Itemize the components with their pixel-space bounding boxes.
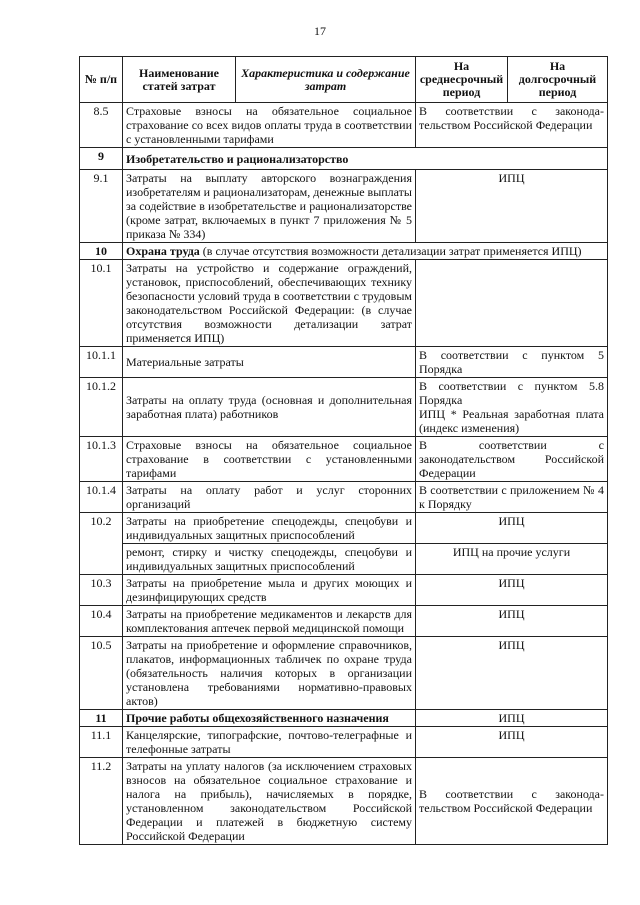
row-description: Затраты на приобретение спецодежды, спецобуви и индивидуальных защитных приспособлений	[123, 513, 416, 544]
row-number: 10.1.1	[80, 347, 123, 378]
row-description: Затраты на приобретение и оформление справочников, плакатов, информационных табличек по охране труда (обязательность наличия которых в организации установлена требованиями нормативно-правовых актов)	[123, 637, 416, 710]
row-value: В соответствии с законода-тельством Российской Федерации	[416, 758, 608, 845]
row-value: ИПЦ	[416, 710, 608, 727]
row-value	[416, 378, 608, 437]
table-row	[80, 758, 608, 845]
table-row	[80, 378, 608, 437]
row-description: ремонт, стирку и чистку спецодежды, спецобуви и индивидуальных защитных приспособлений	[123, 544, 416, 575]
section-number: 11	[80, 710, 123, 727]
row-number: 10.1	[80, 260, 123, 347]
section-number: 9	[80, 148, 123, 170]
section-row	[80, 148, 608, 170]
row-description: Страховые взносы на обязательное социальное страхование в соответствии с установленными тарифами	[123, 437, 416, 482]
row-value: В соответствии с законодательством Российской Федерации	[416, 437, 608, 482]
cost-items-table	[79, 56, 608, 845]
row-value: В соответствии с приложением № 4 к Порядку	[416, 482, 608, 513]
table-row	[80, 347, 608, 378]
row-value: ИПЦ	[416, 727, 608, 758]
row-description: Затраты на устройство и содержание ограждений, установок, приспособлений, обеспечивающих технику безопасности условий труда в соответствии с трудовым законодательством Российской Федерации: (в случае отсутствия возможности детализации затрат применяется ИПЦ)	[123, 260, 416, 347]
row-number: 11.2	[80, 758, 123, 845]
row-number: 10.2	[80, 513, 123, 575]
row-number: 10.1.3	[80, 437, 123, 482]
section-title-bold: Охрана труда	[126, 244, 200, 258]
section-title: Изобретательство и рационализаторство	[123, 148, 608, 170]
table-row	[80, 260, 608, 347]
table-row	[80, 437, 608, 482]
header-long-term: На долгосрочный период	[508, 57, 608, 103]
row-description: Затраты на оплату работ и услуг сторонних организаций	[123, 482, 416, 513]
row-description: Затраты на приобретение мыла и других моющих и дезинфицирующих средств	[123, 575, 416, 606]
section-title	[123, 243, 608, 260]
table-row	[80, 575, 608, 606]
table-row	[80, 637, 608, 710]
page-number: 17	[314, 24, 326, 38]
row-number: 11.1	[80, 727, 123, 758]
row-value: ИПЦ	[416, 637, 608, 710]
row-description: Затраты на приобретение медикаментов и лекарств для комплектования аптечек первой медицинской помощи	[123, 606, 416, 637]
header-medium-term: На среднесрочный период	[416, 57, 508, 103]
header-characteristic: Характеристика и содержание затрат	[236, 57, 416, 103]
table-row	[80, 606, 608, 637]
section-number: 10	[80, 243, 123, 260]
row-description: Страховые взносы на обязательное социальное страхование со всех видов оплаты труда в соответствии с установленными тарифами	[123, 103, 416, 148]
row-value: ИПЦ	[416, 575, 608, 606]
table-row	[80, 170, 608, 243]
row-description: Материальные затраты	[123, 347, 416, 378]
section-row	[80, 243, 608, 260]
table-row	[80, 513, 608, 544]
row-number: 10.4	[80, 606, 123, 637]
row-description: Затраты на оплату труда (основная и дополнительная заработная плата) работников	[123, 378, 416, 437]
row-value: ИПЦ	[416, 513, 608, 544]
row-number: 10.1.2	[80, 378, 123, 437]
row-description: Затраты на выплату авторского вознаграждения изобретателям и рационализаторам, денежные выплаты за содействие в изобретательстве и рационализаторстве (кроме затрат, включаемых в пункт 7 приложения № 5 приказа № 334)	[123, 170, 416, 243]
row-number: 8.5	[80, 103, 123, 148]
row-value	[416, 260, 608, 347]
header-name: Наименование статей затрат	[123, 57, 236, 103]
table-header-row	[80, 57, 608, 103]
row-number: 10.5	[80, 637, 123, 710]
row-number: 9.1	[80, 170, 123, 243]
row-value: ИПЦ	[416, 170, 608, 243]
section-title: Прочие работы общехозяйственного назначения	[123, 710, 416, 727]
row-description: Затраты на уплату налогов (за исключением страховых взносов на обязательное социальное страхование и налога на прибыль), начисляемых в порядке, установленном законодательством Российской Федерации и платежей в бюджетную систему Российской Федерации	[123, 758, 416, 845]
row-number: 10.3	[80, 575, 123, 606]
section-title-note: (в случае отсутствия возможности детализации затрат применяется ИПЦ)	[199, 244, 582, 258]
row-value: В соответствии с законода-тельством Российской Федерации	[416, 103, 608, 148]
row-value: ИПЦ на прочие услуги	[416, 544, 608, 575]
row-value: В соответствии с пунктом 5 Порядка	[416, 347, 608, 378]
row-value-line: В соответствии с пунктом 5.8 Порядка	[419, 379, 604, 407]
section-row	[80, 710, 608, 727]
table-row	[80, 544, 608, 575]
row-value-line: ИПЦ * Реальная заработная плата (индекс изменения)	[419, 407, 604, 435]
header-num: № п/п	[80, 57, 123, 103]
row-value: ИПЦ	[416, 606, 608, 637]
row-number: 10.1.4	[80, 482, 123, 513]
row-description: Канцелярские, типографские, почтово-телеграфные и телефонные затраты	[123, 727, 416, 758]
table-row	[80, 103, 608, 148]
table-row	[80, 727, 608, 758]
table-row	[80, 482, 608, 513]
